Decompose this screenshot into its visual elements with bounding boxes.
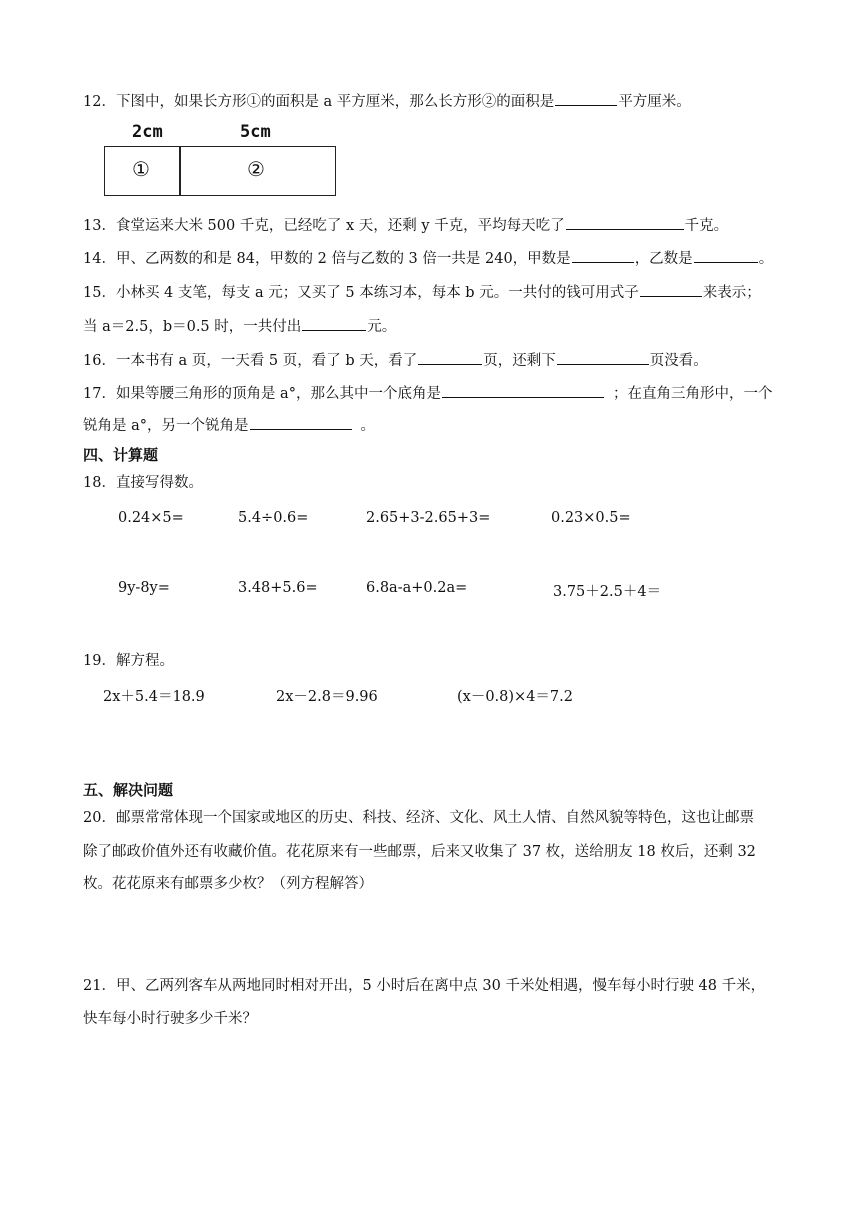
figure-label-2cm: 2cm — [132, 122, 163, 142]
q15-text-d: 元。 — [367, 319, 397, 335]
question-17-line-2 — [83, 414, 375, 436]
q13-text: 13．食堂运来大米 500 千克，已经吃了 x 天，还剩 y 千克，平均每天吃了 — [83, 218, 565, 234]
equation-item: (x－0.8)×4＝7.2 — [457, 689, 573, 705]
calc-item: 0.24×5= — [118, 510, 184, 526]
q12-unit: 平方厘米。 — [618, 94, 691, 110]
section-5-heading: 五、解决问题 — [83, 781, 174, 799]
q14-blank-b[interactable] — [694, 247, 758, 263]
rectangle-divider — [179, 147, 181, 195]
q16-text-c: 页没看。 — [649, 353, 708, 369]
q16-text-b: 页，还剩下 — [483, 353, 556, 369]
q14-text-b: ，乙数是 — [634, 251, 693, 267]
equation-item: 2x＋5.4＝18.9 — [103, 689, 205, 705]
q17-text-b: ；在直角三角形中，一个 — [612, 386, 773, 402]
rectangle-2-label: ② — [247, 157, 265, 181]
calc-item: 6.8a-a+0.2a= — [366, 580, 468, 596]
section-4-heading: 四、计算题 — [83, 446, 159, 464]
figure-label-5cm: 5cm — [240, 122, 271, 142]
rectangle-box — [104, 146, 336, 196]
q14-text: 14．甲、乙两数的和是 84，甲数的 2 倍与乙数的 3 倍一共是 240，甲数是 — [83, 251, 571, 267]
question-12 — [83, 90, 691, 112]
calc-item: 3.48+5.6= — [238, 580, 318, 596]
calc-item: 0.23×0.5= — [551, 510, 631, 526]
q17-blank-base-angle[interactable] — [442, 382, 604, 398]
calc-item: 9y-8y= — [118, 580, 170, 596]
rectangle-1-label: ① — [132, 157, 150, 181]
q15-text-c: 当 a＝2.5，b＝0.5 时，一共付出 — [83, 319, 302, 335]
q13-unit: 千克。 — [684, 218, 729, 234]
q16-text: 16．一本书有 a 页，一天看 5 页，看了 b 天，看了 — [83, 353, 418, 369]
question-16 — [83, 349, 708, 371]
q14-text-c: 。 — [758, 251, 774, 267]
q17-text-a: 17．如果等腰三角形的顶角是 a°，那么其中一个底角是 — [83, 386, 441, 402]
rectangle-figure — [104, 122, 340, 200]
question-17-line-1 — [83, 382, 772, 404]
question-14 — [83, 247, 773, 269]
calc-item: 5.4÷0.6= — [238, 510, 309, 526]
question-20-line-3: 枚。花花原来有邮票多少枚？（列方程解答） — [83, 876, 373, 892]
q12-text: 12．下图中，如果长方形①的面积是 a 平方厘米，那么长方形②的面积是 — [83, 94, 555, 110]
question-15-line-1 — [83, 281, 761, 303]
q16-blank-b[interactable] — [557, 349, 649, 365]
question-21-line-1: 21．甲、乙两列客车从两地同时相对开出，5 小时后在离中点 30 千米处相遇，慢车每小时行驶 48 千米， — [83, 978, 766, 994]
question-15-line-2 — [83, 315, 396, 337]
q13-answer-blank[interactable] — [566, 214, 684, 230]
q15-text-b: 来表示； — [702, 285, 761, 301]
q15-blank-expression[interactable] — [640, 281, 702, 297]
question-18-title: 18．直接写得数。 — [83, 475, 203, 491]
q17-blank-acute-angle[interactable] — [250, 414, 352, 430]
calc-item: 3.75＋2.5＋4＝ — [553, 584, 662, 600]
question-21-line-2: 快车每小时行驶多少千米？ — [83, 1011, 257, 1027]
q17-text-d: 。 — [360, 418, 376, 434]
question-19-title: 19．解方程。 — [83, 653, 174, 669]
q14-blank-a[interactable] — [572, 247, 634, 263]
equation-item: 2x－2.8＝9.96 — [276, 689, 378, 705]
q15-text-a: 15．小林买 4 支笔，每支 a 元；又买了 5 本练习本，每本 b 元。一共付的钱可用式子 — [83, 285, 639, 301]
q17-text-c: 锐角是 a°，另一个锐角是 — [83, 418, 249, 434]
question-20-line-2: 除了邮政价值外还有收藏价值。花花原来有一些邮票，后来又收集了 37 枚，送给朋友 18 枚后，还剩 32 — [83, 844, 756, 860]
question-20-line-1: 20．邮票常常体现一个国家或地区的历史、科技、经济、文化、风土人情、自然风貌等特色，这也让邮票 — [83, 810, 754, 826]
q16-blank-a[interactable] — [418, 349, 482, 365]
q15-blank-total[interactable] — [302, 315, 366, 331]
calc-item: 2.65+3-2.65+3= — [366, 510, 491, 526]
question-13 — [83, 214, 728, 236]
q12-answer-blank[interactable] — [555, 90, 617, 106]
